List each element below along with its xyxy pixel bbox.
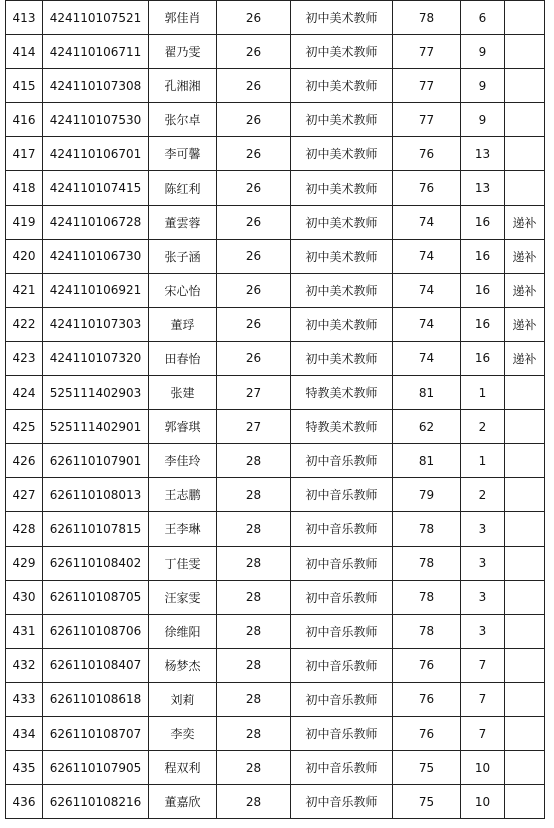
exam-id-cell: 424110107308: [43, 69, 149, 103]
position-name-cell: 初中美术教师: [291, 171, 393, 205]
position-code-cell: 26: [217, 69, 291, 103]
position-code-cell: 28: [217, 751, 291, 785]
score-cell: 76: [393, 716, 461, 750]
row-number-cell: 416: [6, 103, 43, 137]
score-cell: 74: [393, 205, 461, 239]
candidate-name-cell: 杨梦杰: [149, 648, 217, 682]
exam-id-cell: 626110108216: [43, 785, 149, 819]
rank-cell: 9: [461, 69, 505, 103]
score-cell: 77: [393, 35, 461, 69]
score-cell: 74: [393, 307, 461, 341]
rank-cell: 7: [461, 648, 505, 682]
remark-cell: 递补: [505, 307, 545, 341]
score-cell: 81: [393, 444, 461, 478]
position-name-cell: 初中音乐教师: [291, 580, 393, 614]
rank-cell: 13: [461, 171, 505, 205]
rank-cell: 1: [461, 376, 505, 410]
position-code-cell: 28: [217, 580, 291, 614]
position-name-cell: 初中美术教师: [291, 1, 393, 35]
rank-cell: 3: [461, 580, 505, 614]
table-row: [6, 341, 545, 375]
row-number-cell: 413: [6, 1, 43, 35]
score-cell: 78: [393, 580, 461, 614]
remark-cell: [505, 546, 545, 580]
remark-cell: [505, 682, 545, 716]
candidate-name-cell: 翟乃雯: [149, 35, 217, 69]
exam-id-cell: 525111402903: [43, 376, 149, 410]
row-number-cell: 420: [6, 239, 43, 273]
table-row: [6, 307, 545, 341]
position-name-cell: 初中美术教师: [291, 35, 393, 69]
position-name-cell: 初中美术教师: [291, 273, 393, 307]
score-cell: 76: [393, 648, 461, 682]
table-row: [6, 273, 545, 307]
row-number-cell: 431: [6, 614, 43, 648]
table-row: [6, 103, 545, 137]
row-number-cell: 419: [6, 205, 43, 239]
exam-id-cell: 626110107815: [43, 512, 149, 546]
position-name-cell: 初中美术教师: [291, 205, 393, 239]
position-name-cell: 初中美术教师: [291, 69, 393, 103]
candidate-name-cell: 丁佳雯: [149, 546, 217, 580]
exam-id-cell: 626110108705: [43, 580, 149, 614]
position-code-cell: 26: [217, 1, 291, 35]
rank-cell: 2: [461, 410, 505, 444]
row-number-cell: 436: [6, 785, 43, 819]
table-row: [6, 716, 545, 750]
position-name-cell: 初中音乐教师: [291, 648, 393, 682]
position-code-cell: 26: [217, 307, 291, 341]
position-code-cell: 26: [217, 341, 291, 375]
remark-cell: 递补: [505, 273, 545, 307]
table-row: [6, 376, 545, 410]
score-cell: 75: [393, 751, 461, 785]
remark-cell: [505, 478, 545, 512]
row-number-cell: 417: [6, 137, 43, 171]
table-row: [6, 614, 545, 648]
remark-cell: [505, 614, 545, 648]
row-number-cell: 423: [6, 341, 43, 375]
rank-cell: 16: [461, 273, 505, 307]
rank-cell: 16: [461, 239, 505, 273]
row-number-cell: 426: [6, 444, 43, 478]
position-name-cell: 初中音乐教师: [291, 785, 393, 819]
row-number-cell: 421: [6, 273, 43, 307]
table-row: [6, 239, 545, 273]
remark-cell: [505, 103, 545, 137]
exam-id-cell: 424110107415: [43, 171, 149, 205]
candidate-name-cell: 张尔卓: [149, 103, 217, 137]
rank-cell: 16: [461, 205, 505, 239]
exam-id-cell: 626110108707: [43, 716, 149, 750]
row-number-cell: 414: [6, 35, 43, 69]
remark-cell: 递补: [505, 205, 545, 239]
table-row: [6, 785, 545, 819]
candidate-name-cell: 李佳玲: [149, 444, 217, 478]
position-code-cell: 26: [217, 239, 291, 273]
table-row: [6, 546, 545, 580]
remark-cell: [505, 751, 545, 785]
exam-id-cell: 424110107303: [43, 307, 149, 341]
candidate-name-cell: 董嘉欣: [149, 785, 217, 819]
position-code-cell: 28: [217, 614, 291, 648]
candidate-name-cell: 郭佳肖: [149, 1, 217, 35]
table-row: [6, 1, 545, 35]
position-name-cell: 初中美术教师: [291, 103, 393, 137]
exam-id-cell: 626110108013: [43, 478, 149, 512]
position-name-cell: 初中美术教师: [291, 341, 393, 375]
candidate-name-cell: 刘莉: [149, 682, 217, 716]
table-body: [6, 1, 545, 819]
candidate-name-cell: 程双利: [149, 751, 217, 785]
score-cell: 78: [393, 1, 461, 35]
table-row: [6, 682, 545, 716]
position-code-cell: 26: [217, 103, 291, 137]
rank-cell: 7: [461, 716, 505, 750]
candidate-name-cell: 汪家雯: [149, 580, 217, 614]
remark-cell: [505, 648, 545, 682]
remark-cell: [505, 512, 545, 546]
rank-cell: 6: [461, 1, 505, 35]
score-cell: 78: [393, 614, 461, 648]
exam-id-cell: 626110108402: [43, 546, 149, 580]
score-cell: 74: [393, 273, 461, 307]
exam-id-cell: 525111402901: [43, 410, 149, 444]
exam-id-cell: 424110106730: [43, 239, 149, 273]
score-cell: 78: [393, 512, 461, 546]
position-code-cell: 28: [217, 444, 291, 478]
row-number-cell: 422: [6, 307, 43, 341]
row-number-cell: 415: [6, 69, 43, 103]
row-number-cell: 434: [6, 716, 43, 750]
position-code-cell: 28: [217, 648, 291, 682]
exam-id-cell: 424110107320: [43, 341, 149, 375]
position-name-cell: 初中音乐教师: [291, 444, 393, 478]
rank-cell: 10: [461, 785, 505, 819]
exam-id-cell: 424110106701: [43, 137, 149, 171]
remark-cell: [505, 580, 545, 614]
score-cell: 74: [393, 239, 461, 273]
exam-id-cell: 626110107905: [43, 751, 149, 785]
exam-id-cell: 424110106711: [43, 35, 149, 69]
rank-cell: 10: [461, 751, 505, 785]
remark-cell: [505, 716, 545, 750]
table-row: [6, 648, 545, 682]
rank-cell: 13: [461, 137, 505, 171]
position-name-cell: 初中美术教师: [291, 239, 393, 273]
rank-cell: 3: [461, 546, 505, 580]
score-cell: 78: [393, 546, 461, 580]
table-row: [6, 171, 545, 205]
exam-id-cell: 424110106728: [43, 205, 149, 239]
row-number-cell: 435: [6, 751, 43, 785]
position-code-cell: 26: [217, 273, 291, 307]
table-row: [6, 478, 545, 512]
remark-cell: [505, 444, 545, 478]
score-cell: 77: [393, 103, 461, 137]
position-code-cell: 28: [217, 716, 291, 750]
position-name-cell: 初中音乐教师: [291, 751, 393, 785]
exam-id-cell: 424110106921: [43, 273, 149, 307]
candidate-name-cell: 陈红利: [149, 171, 217, 205]
score-cell: 77: [393, 69, 461, 103]
candidate-name-cell: 董雲蓉: [149, 205, 217, 239]
rank-cell: 16: [461, 307, 505, 341]
candidate-name-cell: 张建: [149, 376, 217, 410]
score-cell: 75: [393, 785, 461, 819]
position-name-cell: 特教美术教师: [291, 410, 393, 444]
position-code-cell: 28: [217, 478, 291, 512]
exam-id-cell: 626110108706: [43, 614, 149, 648]
remark-cell: 递补: [505, 239, 545, 273]
score-cell: 79: [393, 478, 461, 512]
position-code-cell: 28: [217, 512, 291, 546]
position-name-cell: 初中美术教师: [291, 137, 393, 171]
rank-cell: 3: [461, 614, 505, 648]
position-code-cell: 27: [217, 410, 291, 444]
position-name-cell: 初中音乐教师: [291, 512, 393, 546]
candidate-name-cell: 郭睿琪: [149, 410, 217, 444]
results-table: [5, 0, 545, 819]
position-code-cell: 26: [217, 35, 291, 69]
candidate-name-cell: 张子涵: [149, 239, 217, 273]
table-row: [6, 444, 545, 478]
rank-cell: 16: [461, 341, 505, 375]
rank-cell: 9: [461, 35, 505, 69]
remark-cell: [505, 410, 545, 444]
position-name-cell: 初中音乐教师: [291, 716, 393, 750]
position-code-cell: 26: [217, 171, 291, 205]
exam-id-cell: 626110108618: [43, 682, 149, 716]
position-code-cell: 28: [217, 785, 291, 819]
remark-cell: [505, 376, 545, 410]
table-row: [6, 137, 545, 171]
score-cell: 62: [393, 410, 461, 444]
candidate-name-cell: 李可馨: [149, 137, 217, 171]
table-row: [6, 512, 545, 546]
table-row: [6, 410, 545, 444]
position-code-cell: 26: [217, 205, 291, 239]
score-cell: 76: [393, 682, 461, 716]
row-number-cell: 429: [6, 546, 43, 580]
remark-cell: [505, 1, 545, 35]
position-name-cell: 初中音乐教师: [291, 682, 393, 716]
row-number-cell: 418: [6, 171, 43, 205]
row-number-cell: 430: [6, 580, 43, 614]
table-row: [6, 580, 545, 614]
exam-id-cell: 626110107901: [43, 444, 149, 478]
remark-cell: [505, 69, 545, 103]
candidate-name-cell: 孔湘湘: [149, 69, 217, 103]
exam-id-cell: 424110107521: [43, 1, 149, 35]
position-name-cell: 初中音乐教师: [291, 614, 393, 648]
exam-id-cell: 626110108407: [43, 648, 149, 682]
candidate-name-cell: 董琈: [149, 307, 217, 341]
position-name-cell: 特教美术教师: [291, 376, 393, 410]
remark-cell: [505, 171, 545, 205]
table-row: [6, 35, 545, 69]
remark-cell: 递补: [505, 341, 545, 375]
candidate-name-cell: 田春怡: [149, 341, 217, 375]
score-cell: 74: [393, 341, 461, 375]
table-row: [6, 69, 545, 103]
row-number-cell: 424: [6, 376, 43, 410]
position-name-cell: 初中美术教师: [291, 307, 393, 341]
rank-cell: 9: [461, 103, 505, 137]
rank-cell: 7: [461, 682, 505, 716]
row-number-cell: 425: [6, 410, 43, 444]
remark-cell: [505, 35, 545, 69]
table-row: [6, 205, 545, 239]
score-cell: 81: [393, 376, 461, 410]
score-cell: 76: [393, 171, 461, 205]
score-cell: 76: [393, 137, 461, 171]
position-name-cell: 初中音乐教师: [291, 546, 393, 580]
remark-cell: [505, 137, 545, 171]
rank-cell: 2: [461, 478, 505, 512]
table-row: [6, 751, 545, 785]
candidate-name-cell: 王志鹏: [149, 478, 217, 512]
remark-cell: [505, 785, 545, 819]
candidate-name-cell: 王李琳: [149, 512, 217, 546]
candidate-name-cell: 李奕: [149, 716, 217, 750]
rank-cell: 1: [461, 444, 505, 478]
candidate-name-cell: 宋心怡: [149, 273, 217, 307]
row-number-cell: 427: [6, 478, 43, 512]
position-code-cell: 28: [217, 682, 291, 716]
row-number-cell: 433: [6, 682, 43, 716]
candidate-name-cell: 徐维阳: [149, 614, 217, 648]
row-number-cell: 428: [6, 512, 43, 546]
position-code-cell: 27: [217, 376, 291, 410]
row-number-cell: 432: [6, 648, 43, 682]
position-code-cell: 28: [217, 546, 291, 580]
position-code-cell: 26: [217, 137, 291, 171]
position-name-cell: 初中音乐教师: [291, 478, 393, 512]
rank-cell: 3: [461, 512, 505, 546]
exam-id-cell: 424110107530: [43, 103, 149, 137]
